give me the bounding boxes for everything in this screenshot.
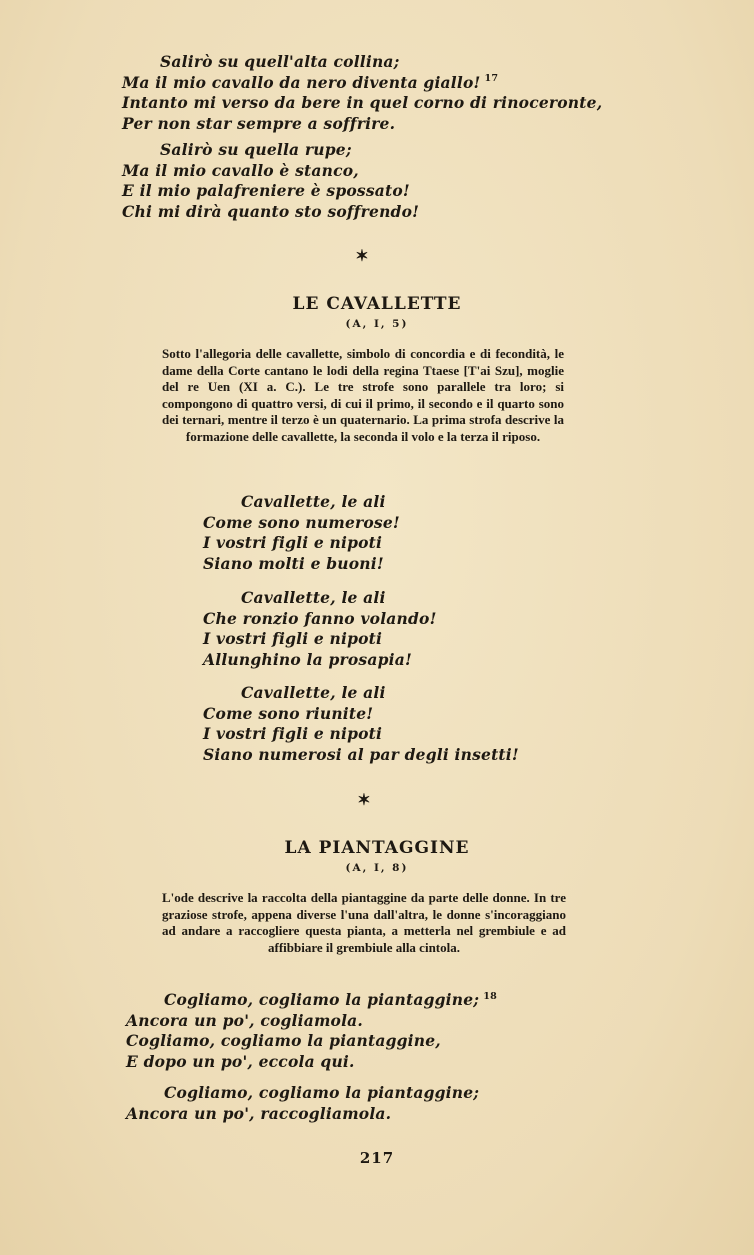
section-title: LA PIANTAGGINE [284,838,470,858]
section-reference: (A, I, 5) [345,318,409,330]
verse-line: Allunghino la prosapia! [203,649,412,669]
verse-line: Intanto mi verso da bere in quel corno di rinoceronte, [122,93,603,112]
footnote-marker: 17 [484,73,499,85]
verse-line: Ma il mio cavallo da nero diventa giallo! $^{17}$ [122,72,499,92]
verse-line: Cavallette, le ali [241,492,386,511]
verse-line: Salirò su quell'alta collina; [160,52,400,71]
section-intro: Sotto l'allegoria delle cavallette, simbolo di concordia e di fecondità, le dame della Corte cantano le lodi della regina Ttaese [T'ai Szu], moglie del re Uen (XI a. C.). Le tre strofe sono parallele tra loro; si compongono di quattro versi, di cui il primo, il secondo e il quarto sono dei ternari, mentre il terzo è un quaternario. La prima strofa descrive la formazione delle cavallette, la seconda il volo e la terza il riposo. [162,346,564,444]
cavallette-stanza-3 [203,683,519,765]
verse-line: Chi mi dirà quanto sto soffrendo! [122,201,420,221]
verse-line: Per non star sempre a soffrire. [122,113,396,133]
verse-line: Cavallette, le ali [241,683,386,702]
verse-line: Come sono riunite! [203,703,374,723]
verse-line: Ancora un po', raccogliamola. [126,1103,392,1123]
footnote-marker: 18 [483,990,497,1002]
piantaggine-stanza-1 [126,990,497,1072]
cavallette-stanza-2 [203,588,437,670]
verse-line: I vostri figli e nipoti [203,629,383,648]
page-number: 217 [359,1149,395,1167]
piantaggine-stanza-2 [126,1083,479,1124]
verse-line: Come sono numerose! [203,512,400,532]
section-intro: L'ode descrive la raccolta della piantaggine da parte delle donne. In tre graziose strofe, appena diverse l'una dall'altra, le donne s'incoraggiano ad andare a raccogliere questa pianta, a metterla nel grembiule e ad affibbiare il grembiule alla cintola. [162,890,566,955]
verse-line: Cogliamo, cogliamo la piantaggine, [126,1031,441,1050]
verse-line: I vostri figli e nipoti [203,533,383,552]
verse-line: E il mio palafreniere è spossato! [122,181,410,200]
separator-star: ✶ [357,790,371,809]
verse-line: I vostri figli e nipoti [203,724,383,743]
section-reference: (A, I, 8) [345,862,409,874]
verse-line: Ma il mio cavallo è stanco, [122,160,359,180]
verse-line: Siano numerosi al par degli insetti! [203,744,519,764]
verse-line: E dopo un po', eccola qui. [126,1051,355,1071]
verse-line: Ancora un po', cogliamola. [126,1010,364,1030]
verse-line: Cogliamo, cogliamo la piantaggine; [164,1083,480,1102]
verse-line: Siano molti e buoni! [203,553,384,573]
verse-line: Cogliamo, cogliamo la piantaggine; $^{18}$ [164,990,497,1009]
verse-line: Che ronzio fanno volando! [203,608,437,628]
section-title: LE CAVALLETTE [292,294,462,314]
cavallette-stanza-1 [203,492,400,574]
poem-top-stanza-1 [122,52,602,134]
poem-top-stanza-2 [122,140,419,222]
verse-line: Salirò su quella rupe; [160,140,352,159]
verse-line: Cavallette, le ali [241,588,386,607]
separator-star: ✶ [355,246,369,265]
